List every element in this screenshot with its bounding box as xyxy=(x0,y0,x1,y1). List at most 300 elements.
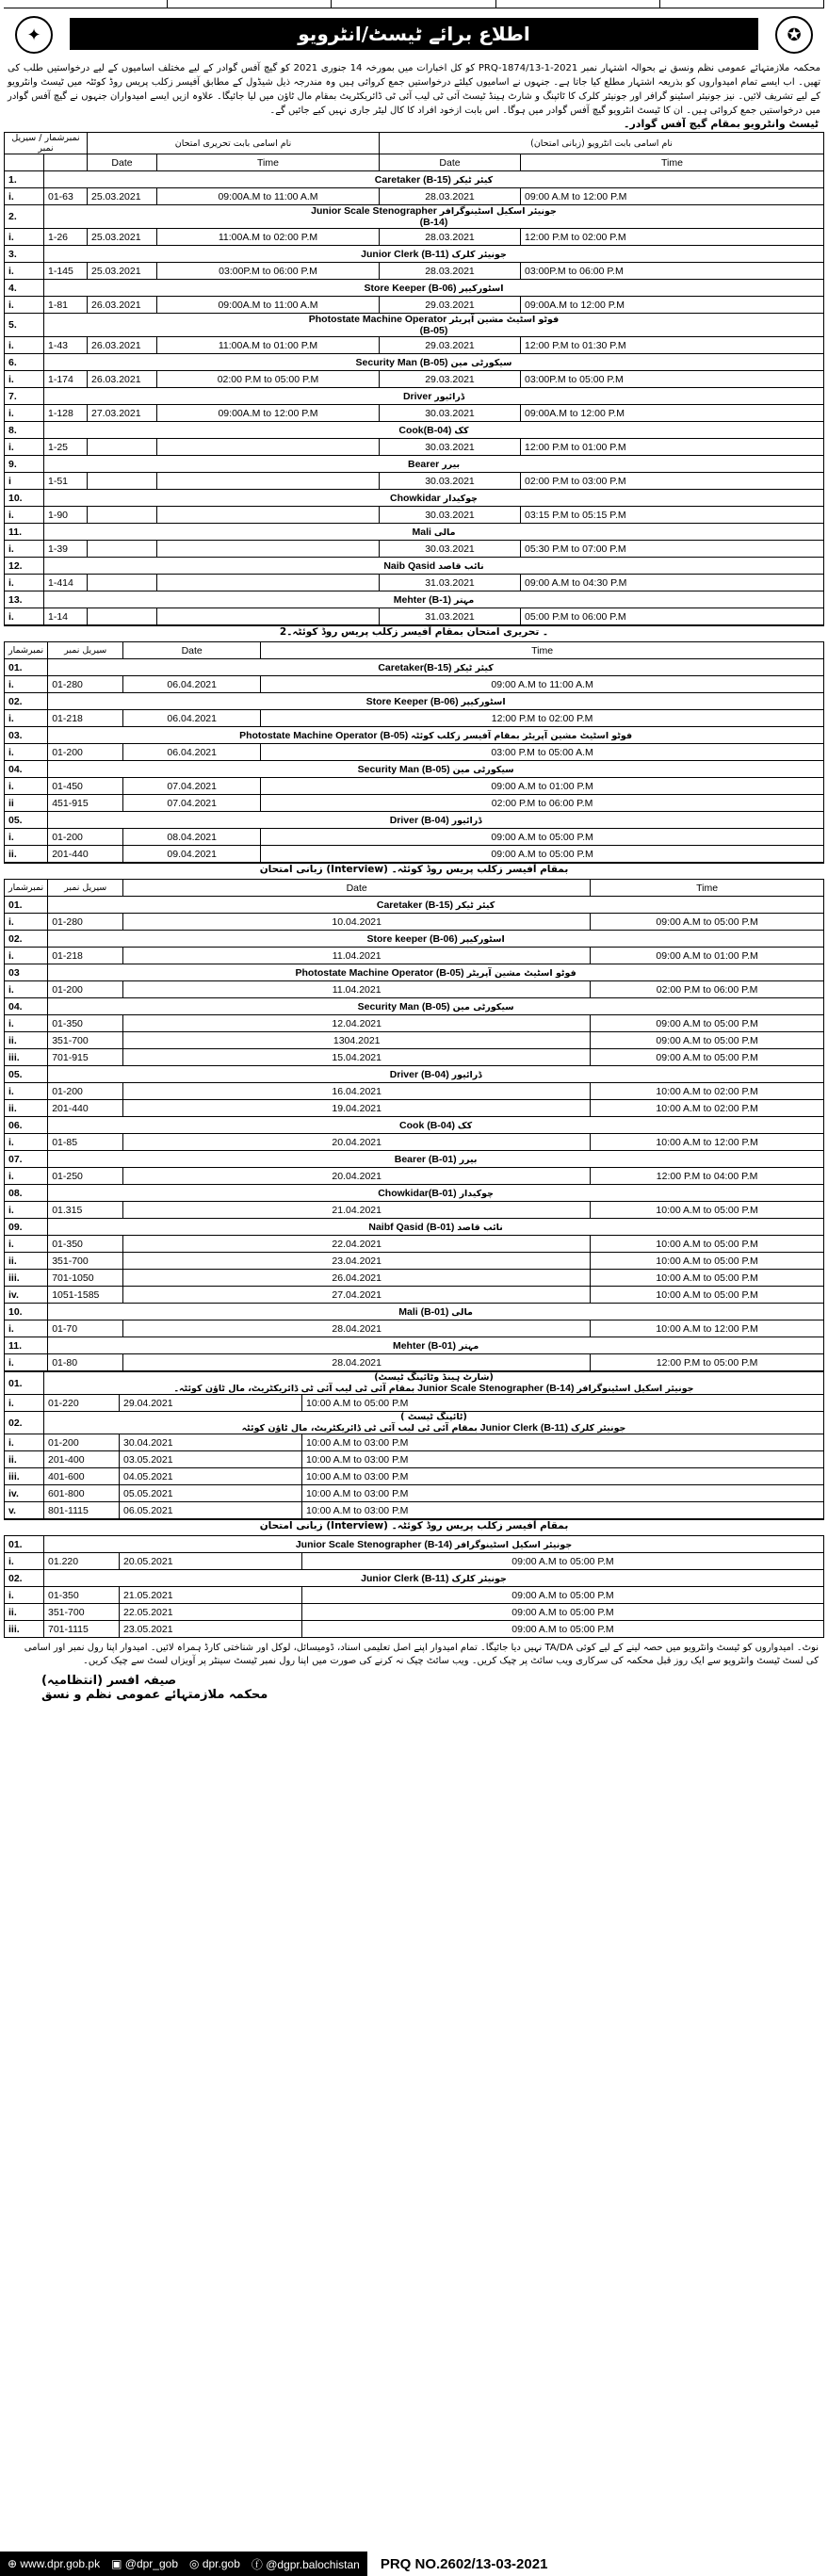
written-time: 02:00 P.M to 05:00 P.M xyxy=(157,371,380,388)
date-cell: 20.04.2021 xyxy=(123,1134,591,1151)
post-name: Store Keeper (B-06) xyxy=(365,695,459,707)
written-date: 25.03.2021 xyxy=(88,263,157,280)
row-number: ii xyxy=(5,795,48,812)
post-name-urdu: جونیئر کلرک xyxy=(451,1573,507,1584)
table3-body xyxy=(5,897,824,1371)
row-number: i. xyxy=(5,439,44,456)
post-name: Naibf Qasid (B-01) xyxy=(368,1221,455,1233)
date-cell: 15.04.2021 xyxy=(123,1049,591,1066)
interview-date: 28.03.2021 xyxy=(380,188,521,205)
post-title-cell xyxy=(48,964,824,981)
h-time-2: Time xyxy=(521,154,824,171)
written-time xyxy=(157,541,380,558)
date-cell: 12.04.2021 xyxy=(123,1015,591,1032)
row-number: i. xyxy=(5,263,44,280)
post-name: Mehter (B-1) xyxy=(393,593,452,606)
roll-range: 1-14 xyxy=(44,608,88,625)
roll-range: 1-25 xyxy=(44,439,88,456)
table-row xyxy=(5,1015,824,1032)
table-row xyxy=(5,1032,824,1049)
table-row xyxy=(5,981,824,998)
interview-date: 28.03.2021 xyxy=(380,229,521,246)
table-row xyxy=(5,1604,824,1621)
row-number: i. xyxy=(5,1354,48,1371)
post-row xyxy=(5,1219,824,1236)
post-row xyxy=(5,812,824,829)
roll-range: 1-90 xyxy=(44,507,88,524)
date-cell: 06.04.2021 xyxy=(123,676,261,693)
time-cell: 10:00 A.M to 03:00 P.M xyxy=(302,1485,824,1502)
h-interview: نام اسامی بابت انٹرویو (زبانی امتحان) xyxy=(380,133,824,154)
table-row xyxy=(5,575,824,591)
table1-body xyxy=(5,171,824,625)
post-row xyxy=(5,897,824,914)
table-row xyxy=(5,608,824,625)
roll-range: 01-200 xyxy=(48,744,123,761)
post-title-cell xyxy=(48,897,824,914)
h2-date: Date xyxy=(123,642,261,659)
row-number: ii. xyxy=(5,1253,48,1270)
roll-range: 01-200 xyxy=(44,1434,120,1451)
post-name: Mehter (B-01) xyxy=(392,1339,457,1352)
post-name-urdu: کیئر ٹیکر xyxy=(453,174,494,186)
table-row xyxy=(5,1587,824,1604)
twitter-text: @dpr_gob xyxy=(124,2557,179,2570)
table-row xyxy=(5,541,824,558)
roll-range: 01-218 xyxy=(48,948,123,964)
post-name: Photostate Machine Operator (B-05) xyxy=(295,966,464,979)
roll-range: 1051-1585 xyxy=(48,1287,123,1304)
post-name-urdu: مہتر xyxy=(458,1340,479,1352)
time-cell: 12:00 P.M to 05:00 P.M xyxy=(591,1354,824,1371)
h-serial: نمبرشمار / سیریل نمبر xyxy=(5,133,88,154)
post-row xyxy=(5,964,824,981)
roll-range: 01-350 xyxy=(48,1236,123,1253)
interview-time: 09:00A.M to 12:00 P.M xyxy=(521,405,824,422)
post-name: Cook(B-04) xyxy=(398,424,452,436)
table-row xyxy=(5,829,824,846)
post-row xyxy=(5,558,824,575)
row-number: i. xyxy=(5,744,48,761)
roll-range: 01-280 xyxy=(48,914,123,931)
post-title-cell xyxy=(44,422,824,439)
section1-title: ٹیسٹ وانٹرویو بمقام گیچ آفس گوادر۔ xyxy=(624,118,819,130)
row-number: 01. xyxy=(5,1536,44,1553)
post-title-cell xyxy=(48,1066,824,1083)
post-name: Caretaker(B-15) xyxy=(378,661,452,673)
venue-urdu: بمقام آئی ٹی لیب آئی ٹی ڈائریکٹریٹ، مال ٹاؤن کوئٹہ۔ xyxy=(173,1384,415,1394)
row-number: 11. xyxy=(5,1337,48,1354)
row-number: iii. xyxy=(5,1270,48,1287)
row-number: i. xyxy=(5,1134,48,1151)
written-date: 26.03.2021 xyxy=(88,297,157,314)
row-number: 5. xyxy=(5,314,44,337)
post-grade: (B-05) xyxy=(419,325,448,336)
post-name-urdu: اسٹورکیپر xyxy=(461,696,506,707)
time-cell: 10:00 A.M to 05:00 P.M xyxy=(591,1236,824,1253)
written-date xyxy=(88,507,157,524)
post-title-cell xyxy=(48,1219,824,1236)
footer-bar xyxy=(0,2552,828,2576)
post-row xyxy=(5,422,824,439)
post-name: Driver xyxy=(402,390,432,402)
row-number: iv. xyxy=(5,1485,44,1502)
roll-range: 1-26 xyxy=(44,229,88,246)
table-row xyxy=(5,1320,824,1337)
row-number: 01. xyxy=(5,897,48,914)
row-number: 11. xyxy=(5,524,44,541)
time-cell: 10:00 A.M to 03:00 P.M xyxy=(302,1468,824,1485)
time-cell: 09:00 A.M to 11:00 A.M xyxy=(261,676,824,693)
written-date xyxy=(88,439,157,456)
row-number: 3. xyxy=(5,246,44,263)
h-blank xyxy=(5,154,44,171)
schedule-table-gwadar xyxy=(4,132,824,625)
post-name-urdu: جونیئر کلرک xyxy=(451,249,507,260)
post-name-urdu: فوٹو اسٹیٹ مشین آپریٹر xyxy=(466,967,576,979)
interview-date: 31.03.2021 xyxy=(380,575,521,591)
post-name: Chowkidar(B-01) xyxy=(378,1187,457,1199)
row-number: iii. xyxy=(5,1621,44,1638)
prq-number: PRQ NO.2602/13-03-2021 xyxy=(380,2555,548,2572)
post-row xyxy=(5,1117,824,1134)
date-cell: 20.04.2021 xyxy=(123,1168,591,1185)
footer-note: نوٹ۔ امیدواروں کو ٹیسٹ وانٹرویو میں حصہ لینے کے لیے کوئی TA/DA نہیں دیا جائیگا۔ تمام امیدوار اپنے اصل تعلیمی اسناد، ڈومیسائل، لوکل اور شناختی کارڈ ہمراہ لائیں۔ امیدوار اپنا رول نمبر اور اسامی کی لسٹ ٹیسٹ وانٹرویو سے ایک روز قبل محکمہ کی سرکاری ویب سائٹ پر چیک کریں۔ ویب سائٹ چیک نہ کرنے کی صورت میں اپنا رول نمبر ٹیسٹ سینٹر پر آویزاں لسٹ سے چیک کریں۔ xyxy=(24,1643,819,1666)
twitter-icon: ▣ xyxy=(111,2557,125,2570)
post-name-urdu: ڈرائیور xyxy=(434,391,465,402)
row-number: 9. xyxy=(5,456,44,473)
roll-range: 01-450 xyxy=(48,778,123,795)
h3-date: Date xyxy=(123,880,591,897)
row-number: i. xyxy=(5,1202,48,1219)
row-number: 13. xyxy=(5,591,44,608)
website-text: www.dpr.gob.pk xyxy=(20,2557,101,2570)
globe-icon: ⊕ xyxy=(8,2557,21,2570)
row-number: i. xyxy=(5,981,48,998)
time-cell: 09:00 A.M to 05:00 P.M xyxy=(261,829,824,846)
time-cell: 10:00 A.M to 03:00 P.M xyxy=(302,1502,824,1519)
date-cell: 03.05.2021 xyxy=(120,1451,302,1468)
government-logo-icon: ✦ xyxy=(15,16,53,54)
post-title-cell xyxy=(48,1117,824,1134)
roll-range: 201-440 xyxy=(48,1100,123,1117)
instagram-icon: ◎ xyxy=(189,2557,203,2570)
roll-range: 01-200 xyxy=(48,1083,123,1100)
table-row xyxy=(5,507,824,524)
row-number: i. xyxy=(5,405,44,422)
time-cell: 09:00 A.M to 05:00 P.M xyxy=(302,1553,824,1570)
top-strip xyxy=(4,0,824,8)
table-row xyxy=(5,1485,824,1502)
row-number: 05. xyxy=(5,1066,48,1083)
written-time xyxy=(157,439,380,456)
post-name: Chowkidar xyxy=(389,492,441,504)
post-name-urdu: اسٹورکیپر xyxy=(459,283,504,294)
post-title-cell xyxy=(44,1536,824,1553)
table-row xyxy=(5,1236,824,1253)
post-name-urdu: سیکورٹی مین xyxy=(450,357,512,368)
row-number: 03. xyxy=(5,727,48,744)
roll-range: 701-1115 xyxy=(44,1621,120,1638)
time-cell: 09:00 A.M to 05:00 P.M xyxy=(261,846,824,863)
post-title-cell xyxy=(44,456,824,473)
roll-range: 01-80 xyxy=(48,1354,123,1371)
table-row xyxy=(5,337,824,354)
post-title-cell xyxy=(48,1185,824,1202)
roll-range: 1-51 xyxy=(44,473,88,490)
written-time xyxy=(157,507,380,524)
date-cell: 11.04.2021 xyxy=(123,981,591,998)
table-row xyxy=(5,1202,824,1219)
roll-range: 01-70 xyxy=(48,1320,123,1337)
instagram-link[interactable] xyxy=(189,2557,240,2570)
post-name: Photostate Machine Operator xyxy=(308,314,447,325)
post-name-urdu: سیکورٹی مین xyxy=(452,764,514,775)
schedule-table-written xyxy=(4,641,824,863)
post-name: Photostate Machine Operator (B-05) xyxy=(239,729,409,741)
post-name-urdu: چوکیدار xyxy=(443,493,479,504)
roll-range: 01-220 xyxy=(44,1395,120,1412)
row-number: i. xyxy=(5,1236,48,1253)
time-cell: 09:00 A.M to 05:00 P.M xyxy=(591,1049,824,1066)
post-name: Junior Clerk (B-11) xyxy=(361,248,449,260)
row-number: 07. xyxy=(5,1151,48,1168)
post-row xyxy=(5,490,824,507)
website-link[interactable] xyxy=(8,2557,100,2570)
date-cell: 23.05.2021 xyxy=(120,1621,302,1638)
roll-range: 1-414 xyxy=(44,575,88,591)
interview-time: 03:00P.M to 05:00 P.M xyxy=(521,371,824,388)
date-cell: 30.04.2021 xyxy=(120,1434,302,1451)
row-number: i. xyxy=(5,1015,48,1032)
table-row xyxy=(5,371,824,388)
interview-time: 12:00 P.M to 01:00 P.M xyxy=(521,439,824,456)
interview-time: 09:00 A.M to 04:30 P.M xyxy=(521,575,824,591)
post-name: Junior Scale Stenographer xyxy=(311,205,437,217)
roll-range: 1-174 xyxy=(44,371,88,388)
post-row xyxy=(5,693,824,710)
post-title-cell xyxy=(44,524,824,541)
row-number: 01. xyxy=(5,659,48,676)
twitter-link[interactable] xyxy=(111,2557,178,2570)
schedule-table-typing xyxy=(4,1371,824,1519)
date-cell: 07.04.2021 xyxy=(123,778,261,795)
post-title-cell xyxy=(48,693,824,710)
date-cell: 11.04.2021 xyxy=(123,948,591,964)
signer-department: محکمہ ملازمتہائے عمومی نظم و نسق xyxy=(41,1688,268,1702)
post-name: Mali (B-01) xyxy=(398,1305,449,1318)
roll-range: 01-280 xyxy=(48,676,123,693)
table-row xyxy=(5,795,824,812)
table4-body xyxy=(5,1372,824,1519)
interview-time: 03:00P.M to 06:00 P.M xyxy=(521,263,824,280)
row-number: 6. xyxy=(5,354,44,371)
roll-range: 451-915 xyxy=(48,795,123,812)
row-number: 02. xyxy=(5,1570,44,1587)
post-name-urdu: نائب قاصد xyxy=(438,560,484,572)
post-name: Naib Qasid xyxy=(383,559,436,572)
post-name-urdu: کک xyxy=(457,1120,473,1131)
post-title-cell xyxy=(44,280,824,297)
time-cell: 12:00 P.M to 02:00 P.M xyxy=(261,710,824,727)
post-title-cell xyxy=(44,354,824,371)
h3-serial: نمبرشمار xyxy=(5,880,48,897)
row-number: 02. xyxy=(5,931,48,948)
interview-date: 30.03.2021 xyxy=(380,507,521,524)
date-cell: 08.04.2021 xyxy=(123,829,261,846)
time-cell: 10:00 A.M to 02:00 P.M xyxy=(591,1083,824,1100)
h-date-1: Date xyxy=(88,154,157,171)
post-title-cell xyxy=(48,1304,824,1320)
table-row xyxy=(5,473,824,490)
row-number: 04. xyxy=(5,998,48,1015)
row-number: 10. xyxy=(5,490,44,507)
table-row xyxy=(5,676,824,693)
post-name: Driver (B-04) xyxy=(389,1068,449,1080)
table5-body xyxy=(5,1536,824,1638)
table-row xyxy=(5,710,824,727)
post-name-urdu: بیرر xyxy=(442,459,461,470)
row-number: 08. xyxy=(5,1185,48,1202)
time-cell: 10:00 A.M to 05:00 P.M xyxy=(591,1287,824,1304)
table-row xyxy=(5,778,824,795)
row-number: i. xyxy=(5,541,44,558)
written-time: 03:00P.M to 06:00 P.M xyxy=(157,263,380,280)
post-row xyxy=(5,171,824,188)
table-row xyxy=(5,405,824,422)
post-row xyxy=(5,931,824,948)
schedule-table-clerical-interview xyxy=(4,1535,824,1638)
post-row xyxy=(5,314,824,337)
roll-range: 601-800 xyxy=(44,1485,120,1502)
post-row xyxy=(5,1536,824,1553)
h2-roll: سیریل نمبر xyxy=(48,642,123,659)
row-number: i. xyxy=(5,371,44,388)
h2-time: Time xyxy=(261,642,824,659)
post-row xyxy=(5,246,824,263)
post-row xyxy=(5,659,824,676)
row-number: 12. xyxy=(5,558,44,575)
post-row xyxy=(5,524,824,541)
interview-time: 09:00 A.M to 12:00 P.M xyxy=(521,188,824,205)
table-row xyxy=(5,744,824,761)
interview-date: 30.03.2021 xyxy=(380,439,521,456)
post-title-cell xyxy=(44,1412,824,1434)
date-cell: 04.05.2021 xyxy=(120,1468,302,1485)
post-row xyxy=(5,591,824,608)
table2-body xyxy=(5,659,824,863)
post-title-cell xyxy=(48,998,824,1015)
roll-range: 201-400 xyxy=(44,1451,120,1468)
table-row xyxy=(5,1049,824,1066)
post-name-urdu: جونیئر کلرک xyxy=(571,1423,626,1434)
post-row xyxy=(5,761,824,778)
date-cell: 27.04.2021 xyxy=(123,1287,591,1304)
facebook-link[interactable] xyxy=(252,2556,360,2572)
time-cell: 09:00 A.M to 05:00 P.M xyxy=(591,1032,824,1049)
row-number: i. xyxy=(5,914,48,931)
post-name: Caretaker (B-15) xyxy=(376,899,453,911)
row-number: ii. xyxy=(5,846,48,863)
roll-range: 01-200 xyxy=(48,829,123,846)
table-row xyxy=(5,188,824,205)
h-written: نام اسامی بابت تحریری امتحان xyxy=(88,133,380,154)
post-name-urdu: مالی xyxy=(451,1306,473,1318)
post-title-cell xyxy=(44,1372,824,1395)
post-row xyxy=(5,354,824,371)
post-name: Bearer (B-01) xyxy=(394,1153,457,1165)
written-date xyxy=(88,541,157,558)
interview-time: 09:00A.M to 12:00 P.M xyxy=(521,297,824,314)
facebook-text: @dgpr.balochistan xyxy=(266,2557,360,2571)
table-row xyxy=(5,1621,824,1638)
row-number: i. xyxy=(5,710,48,727)
row-number: i xyxy=(5,473,44,490)
row-number: i. xyxy=(5,1168,48,1185)
post-title-cell xyxy=(44,171,824,188)
roll-range: 351-700 xyxy=(48,1253,123,1270)
written-time: 09:00A.M to 11:00 A.M xyxy=(157,188,380,205)
time-cell: 02:00 P.M to 06:00 P.M xyxy=(591,981,824,998)
table-row xyxy=(5,439,824,456)
date-cell: 26.04.2021 xyxy=(123,1270,591,1287)
roll-range: 1-81 xyxy=(44,297,88,314)
post-row xyxy=(5,1372,824,1395)
interview-date: 30.03.2021 xyxy=(380,541,521,558)
row-number: 2. xyxy=(5,205,44,229)
time-cell: 09:00 A.M to 05:00 P.M xyxy=(302,1587,824,1604)
time-cell: 03:00 P.M to 05:00 A.M xyxy=(261,744,824,761)
date-cell: 22.04.2021 xyxy=(123,1236,591,1253)
row-number: 10. xyxy=(5,1304,48,1320)
facebook-icon: ⓕ xyxy=(251,2557,267,2571)
time-cell: 09:00 A.M to 05:00 P.M xyxy=(302,1604,824,1621)
time-cell: 02:00 P.M to 06:00 P.M xyxy=(261,795,824,812)
venue-urdu: بمقام آئی ٹی لیب آئی ٹی ڈائریکٹریٹ، مال ٹاؤن کوئٹہ xyxy=(241,1423,478,1434)
h-roll-text: سیریل نمبر xyxy=(11,133,54,154)
row-number: 4. xyxy=(5,280,44,297)
interview-time: 12:00 P.M to 02:00 P.M xyxy=(521,229,824,246)
post-name-urdu: کیئر ٹیکر xyxy=(454,662,494,673)
row-number: i. xyxy=(5,229,44,246)
row-number: 06. xyxy=(5,1117,48,1134)
table-row xyxy=(5,1395,824,1412)
written-time: 11:00A.M to 01:00 P.M xyxy=(157,337,380,354)
post-name-urdu: کک xyxy=(454,425,469,436)
post-name: Driver (B-04) xyxy=(389,814,449,826)
table-row xyxy=(5,1434,824,1451)
row-number: 01. xyxy=(5,1372,44,1395)
social-links xyxy=(0,2552,367,2576)
post-name: Security Man (B-05) xyxy=(357,1000,450,1013)
header xyxy=(4,12,824,59)
row-number: 03 xyxy=(5,964,48,981)
roll-range: 01-250 xyxy=(48,1168,123,1185)
table-row xyxy=(5,1451,824,1468)
row-number: i. xyxy=(5,608,44,625)
post-name: Store keeper (B-06) xyxy=(366,932,458,945)
time-cell: 10:00 A.M to 02:00 P.M xyxy=(591,1100,824,1117)
row-number: i. xyxy=(5,1587,44,1604)
time-cell: 10:00 A.M to 03:00 P.M xyxy=(302,1451,824,1468)
written-date: 27.03.2021 xyxy=(88,405,157,422)
table-row xyxy=(5,1468,824,1485)
time-cell: 10:00 A.M to 05:00 P.M xyxy=(591,1202,824,1219)
table-row xyxy=(5,1354,824,1371)
section5-title: زبانی امتحان (Interview) بمقام آفیسر زکلب پریس روڈ کوئٹہ۔ xyxy=(4,1519,824,1535)
row-number: 02. xyxy=(5,693,48,710)
written-date: 26.03.2021 xyxy=(88,371,157,388)
